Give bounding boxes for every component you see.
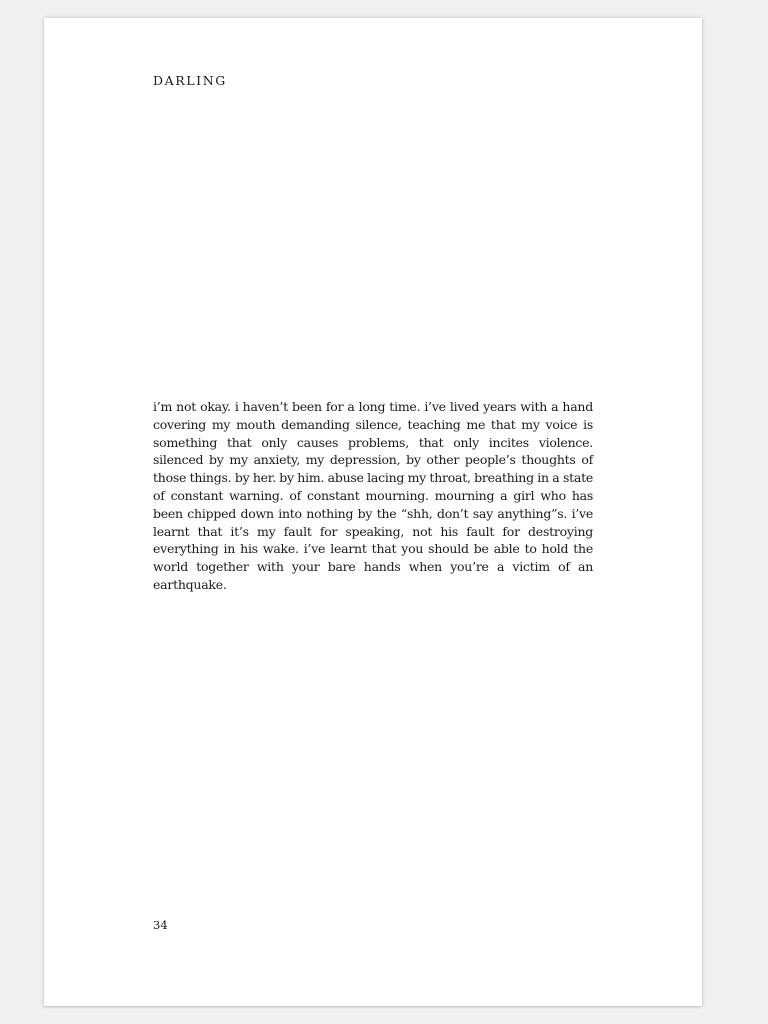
running-head-title: DARLING (153, 73, 227, 88)
page-number: 34 (153, 918, 168, 932)
page-body-text: i’m not okay. i haven’t been for a long time. i’ve lived years with a hand covering my mouth demanding silence, teaching me that my voice is something that only causes problems, that only incites violence. silenced by my anxiety, my depression, by other people’s thoughts of those things. by her. by him. abuse lacing my throat, breathing in a state of constant warning. of constant mourning. mourning a girl who has been chipped down into nothing by the “shh, don’t say anything”s. i’ve learnt that it’s my fault for speaking, not his fault for destroying everything in his wake. i’ve learnt that you should be able to hold the world together with your bare hands when you’re a victim of an earthquake. (153, 399, 593, 592)
book-page (44, 18, 702, 1006)
